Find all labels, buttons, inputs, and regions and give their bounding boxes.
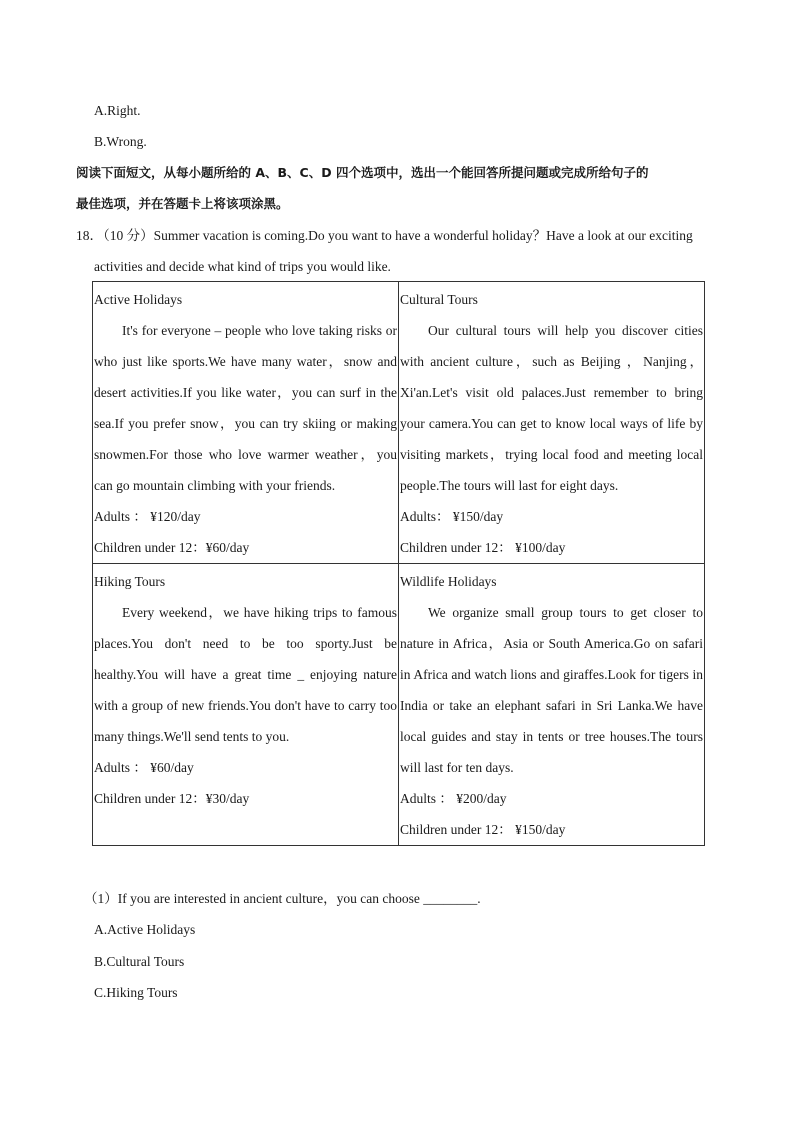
tour-cell-hiking: [93, 564, 399, 846]
sub-question: （1）If you are interested in ancient culture，you can choose ________.: [84, 891, 481, 906]
tour-description: Our cultural tours will help you discover cities with ancient culture，such as Beijing ，Nanjing，Xi'an.Let's visit old palaces.Just remember to bring your camera.You can get to know local ways of life by visiting markets，trying local food and meeting local people.The tours will last for eight days.: [400, 323, 703, 493]
tour-cell-wildlife: [399, 564, 705, 846]
tour-child-price: Children under 12： ¥100/day: [400, 540, 566, 555]
tour-child-price: Children under 12：¥60/day: [94, 540, 250, 555]
option-b-prev: B.Wrong.: [94, 134, 147, 149]
tour-description: Every weekend，we have hiking trips to famous places.You don't need to be too sporty.Just be healthy.You will have a great time _ enjoying nature with a group of new friends.You don't have to carry too many things.We'll send tents to you.: [94, 605, 397, 744]
option-c: C.Hiking Tours: [94, 985, 178, 1000]
tour-title: Cultural Tours: [400, 292, 478, 307]
tour-title: Wildlife Holidays: [400, 574, 497, 589]
tour-adult-price: Adults ： ¥120/day: [94, 509, 201, 524]
option-b: B.Cultural Tours: [94, 954, 185, 969]
tour-adult-price: Adults： ¥150/day: [400, 509, 504, 524]
tour-adult-price: Adults ： ¥200/day: [400, 791, 507, 806]
instruction-line-1: 阅读下面短文，从每小题所给的 A、B、C、D 四个选项中，选出一个能回答所提问题或完成所给句子的: [76, 165, 649, 180]
tour-title: Active Holidays: [94, 292, 183, 307]
instruction-line-2: 最佳选项，并在答题卡上将该项涂黑。: [76, 196, 289, 211]
question-stem-line-2: activities and decide what kind of trips you would like.: [94, 259, 391, 274]
tour-description: We organize small group tours to get closer to nature in Africa，Asia or South America.Go on safari in Africa and watch lions and giraffes.Look for tigers in India or take an elephant safari in Sri Lanka.We have local guides and stay in tents or tree houses.The tours will last for ten days.: [400, 605, 703, 775]
tour-child-price: Children under 12：¥30/day: [94, 791, 250, 806]
tour-title: Hiking Tours: [94, 574, 166, 589]
question-stem-line-1: 18．（10 分）Summer vacation is coming.Do you want to have a wonderful holiday？Have a look at our exciting: [76, 228, 693, 243]
tour-cell-active: [93, 282, 399, 564]
option-a-prev: A.Right.: [94, 103, 141, 118]
tours-table: [92, 281, 705, 846]
tour-adult-price: Adults ： ¥60/day: [94, 760, 194, 775]
option-a: A.Active Holidays: [94, 922, 196, 937]
tour-description: It's for everyone – people who love taking risks or who just like sports.We have many water，snow and desert activities.If you like water，you can surf in the sea.If you prefer snow，you can try skiing or making snowmen.For those who love warmer weather，you can go mountain climbing with your friends.: [94, 323, 397, 493]
tour-child-price: Children under 12： ¥150/day: [400, 822, 566, 837]
table-row: [93, 564, 705, 846]
table-row: [93, 282, 705, 564]
tour-cell-cultural: [399, 282, 705, 564]
